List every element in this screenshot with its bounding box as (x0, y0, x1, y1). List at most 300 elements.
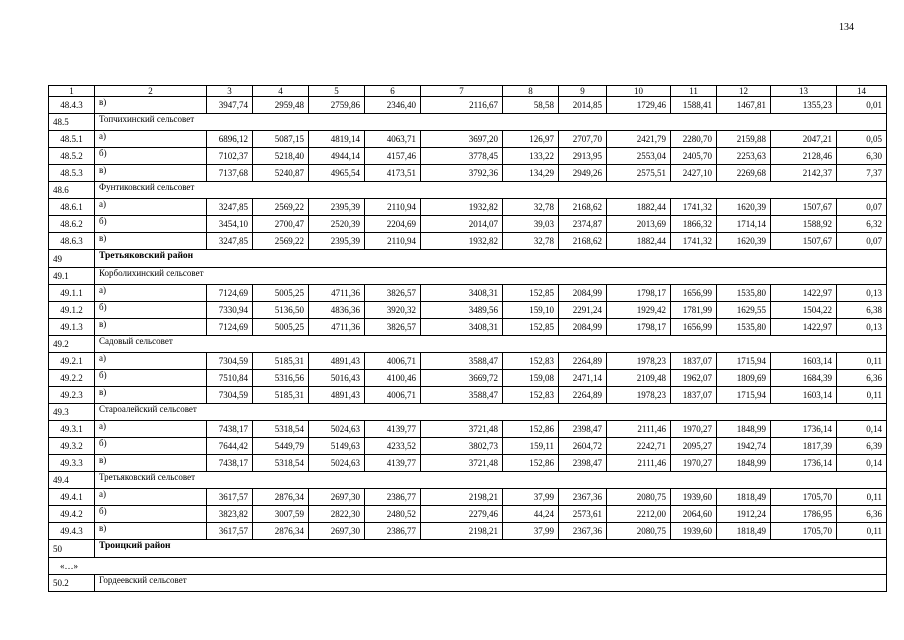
column-header-row (49, 86, 887, 97)
row-code: 48.4.3 (49, 97, 95, 114)
value-cell: 152,83 (503, 353, 559, 370)
value-cell: 2128,46 (771, 148, 837, 165)
row-label: в) (95, 523, 207, 540)
value-cell: 1656,99 (671, 319, 717, 336)
table-row (49, 131, 887, 148)
value-cell: 2367,36 (559, 489, 607, 506)
value-cell: 1848,99 (717, 455, 771, 472)
value-cell: 7304,59 (207, 353, 253, 370)
column-header: 7 (421, 86, 503, 97)
value-cell: 1798,17 (607, 319, 671, 336)
value-cell: 4891,43 (309, 353, 365, 370)
table-row (49, 216, 887, 233)
table-row (49, 285, 887, 302)
value-cell: 44,24 (503, 506, 559, 523)
value-cell: 1729,46 (607, 97, 671, 114)
table-row (49, 506, 887, 523)
row-code: 49.3 (49, 404, 95, 421)
value-cell: 1715,94 (717, 353, 771, 370)
value-cell: 3408,31 (421, 319, 503, 336)
value-cell: 2398,47 (559, 455, 607, 472)
value-cell: 4100,46 (365, 370, 421, 387)
value-cell: 4233,52 (365, 438, 421, 455)
column-header: 9 (559, 86, 607, 97)
value-cell: 1818,49 (717, 523, 771, 540)
value-cell: 3826,57 (365, 285, 421, 302)
value-cell: 1422,97 (771, 319, 837, 336)
value-cell: 4006,71 (365, 387, 421, 404)
value-cell: 2913,95 (559, 148, 607, 165)
row-code: 49.1.3 (49, 319, 95, 336)
value-cell: 0,05 (837, 131, 887, 148)
value-cell: 1970,27 (671, 455, 717, 472)
value-cell: 1535,80 (717, 319, 771, 336)
section-row (49, 268, 887, 285)
page-number: 134 (839, 22, 854, 33)
value-cell: 2553,04 (607, 148, 671, 165)
value-cell: 1705,70 (771, 523, 837, 540)
column-header: 14 (837, 86, 887, 97)
value-cell: 5024,63 (309, 421, 365, 438)
value-cell: 3778,45 (421, 148, 503, 165)
value-cell: 1932,82 (421, 199, 503, 216)
value-cell: 3247,85 (207, 199, 253, 216)
column-header: 12 (717, 86, 771, 97)
value-cell: 1882,44 (607, 199, 671, 216)
value-cell: 5185,31 (253, 353, 309, 370)
value-cell: 5087,15 (253, 131, 309, 148)
value-cell: 2280,70 (671, 131, 717, 148)
value-cell: 2346,40 (365, 97, 421, 114)
value-cell: 6,36 (837, 370, 887, 387)
value-cell: 2212,00 (607, 506, 671, 523)
value-cell: 1741,32 (671, 199, 717, 216)
value-cell: 6,32 (837, 216, 887, 233)
column-header: 5 (309, 86, 365, 97)
value-cell: 2604,72 (559, 438, 607, 455)
value-cell: 1603,14 (771, 353, 837, 370)
value-cell: 6896,12 (207, 131, 253, 148)
value-cell: 1629,55 (717, 302, 771, 319)
ellipsis-row (49, 558, 887, 575)
value-cell: 1656,99 (671, 285, 717, 302)
table-row (49, 233, 887, 250)
value-cell: 152,86 (503, 421, 559, 438)
value-cell: 2697,30 (309, 523, 365, 540)
value-cell: 152,85 (503, 285, 559, 302)
value-cell: 5218,40 (253, 148, 309, 165)
value-cell: 2959,48 (253, 97, 309, 114)
table-row (49, 148, 887, 165)
row-label: в) (95, 387, 207, 404)
value-cell: 2084,99 (559, 285, 607, 302)
table-row (49, 97, 887, 114)
row-code: 49.4.2 (49, 506, 95, 523)
section-row (49, 114, 887, 131)
value-cell: 4944,14 (309, 148, 365, 165)
value-cell: 2110,94 (365, 233, 421, 250)
row-label: б) (95, 438, 207, 455)
value-cell: 1781,99 (671, 302, 717, 319)
table-row (49, 523, 887, 540)
value-cell: 2013,69 (607, 216, 671, 233)
value-cell: 159,08 (503, 370, 559, 387)
value-cell: 3721,48 (421, 421, 503, 438)
table-body (49, 97, 887, 592)
value-cell: 2520,39 (309, 216, 365, 233)
value-cell: 2168,62 (559, 233, 607, 250)
row-code: 48.5.3 (49, 165, 95, 182)
value-cell: 152,83 (503, 387, 559, 404)
table-row (49, 302, 887, 319)
value-cell: 1588,92 (771, 216, 837, 233)
value-cell: 1684,39 (771, 370, 837, 387)
value-cell: 1786,95 (771, 506, 837, 523)
row-code: 48.5.2 (49, 148, 95, 165)
value-cell: 4819,14 (309, 131, 365, 148)
value-cell: 1736,14 (771, 455, 837, 472)
value-cell: 5318,54 (253, 455, 309, 472)
value-cell: 2395,39 (309, 233, 365, 250)
value-cell: 1507,67 (771, 233, 837, 250)
value-cell: 2291,24 (559, 302, 607, 319)
value-cell: 6,36 (837, 506, 887, 523)
value-cell: 2014,07 (421, 216, 503, 233)
value-cell: 0,07 (837, 199, 887, 216)
row-code: 49.3.3 (49, 455, 95, 472)
value-cell: 1355,23 (771, 97, 837, 114)
row-code: 48.6 (49, 182, 95, 199)
row-label: а) (95, 489, 207, 506)
value-cell: 1535,80 (717, 285, 771, 302)
row-code: 49.1.2 (49, 302, 95, 319)
value-cell: 0,11 (837, 489, 887, 506)
value-cell: 1848,99 (717, 421, 771, 438)
row-label: а) (95, 131, 207, 148)
value-cell: 1932,82 (421, 233, 503, 250)
value-cell: 3617,57 (207, 523, 253, 540)
row-code: 48.5.1 (49, 131, 95, 148)
value-cell: 2014,85 (559, 97, 607, 114)
value-cell: 6,39 (837, 438, 887, 455)
value-cell: 2374,87 (559, 216, 607, 233)
value-cell: 2198,21 (421, 489, 503, 506)
row-label: б) (95, 148, 207, 165)
value-cell: 1978,23 (607, 387, 671, 404)
row-code: 50.2 (49, 575, 95, 592)
value-cell: 4157,46 (365, 148, 421, 165)
section-name: Третьяковский сельсовет (95, 472, 887, 489)
value-cell: 3721,48 (421, 455, 503, 472)
column-header: 10 (607, 86, 671, 97)
value-cell: 1942,74 (717, 438, 771, 455)
value-cell: 7102,37 (207, 148, 253, 165)
value-cell: 0,11 (837, 353, 887, 370)
value-cell: 0,13 (837, 285, 887, 302)
value-cell: 2111,46 (607, 421, 671, 438)
value-cell: 39,03 (503, 216, 559, 233)
section-name: Гордеевский сельсовет (95, 575, 887, 592)
value-cell: 2386,77 (365, 523, 421, 540)
section-row (49, 472, 887, 489)
row-code: 49.4 (49, 472, 95, 489)
value-cell: 2159,88 (717, 131, 771, 148)
row-code: 49.1.1 (49, 285, 95, 302)
value-cell: 0,13 (837, 319, 887, 336)
value-cell: 0,14 (837, 421, 887, 438)
row-label: а) (95, 421, 207, 438)
value-cell: 5240,87 (253, 165, 309, 182)
value-cell: 3588,47 (421, 387, 503, 404)
value-cell: 3947,74 (207, 97, 253, 114)
value-cell: 5185,31 (253, 387, 309, 404)
value-cell: 3802,73 (421, 438, 503, 455)
column-header: 4 (253, 86, 309, 97)
value-cell: 7438,17 (207, 421, 253, 438)
ellipsis-text: «…» (49, 558, 887, 575)
value-cell: 3489,56 (421, 302, 503, 319)
value-cell: 1817,39 (771, 438, 837, 455)
value-cell: 2707,70 (559, 131, 607, 148)
row-label: б) (95, 216, 207, 233)
value-cell: 1741,32 (671, 233, 717, 250)
value-cell: 5149,63 (309, 438, 365, 455)
value-cell: 4711,36 (309, 319, 365, 336)
row-code: 48.6.2 (49, 216, 95, 233)
value-cell: 1588,41 (671, 97, 717, 114)
row-code: 48.5 (49, 114, 95, 131)
value-cell: 4891,43 (309, 387, 365, 404)
value-cell: 1467,81 (717, 97, 771, 114)
row-code: 49.4.3 (49, 523, 95, 540)
value-cell: 2110,94 (365, 199, 421, 216)
value-cell: 4139,77 (365, 421, 421, 438)
value-cell: 2395,39 (309, 199, 365, 216)
value-cell: 159,11 (503, 438, 559, 455)
value-cell: 3826,57 (365, 319, 421, 336)
value-cell: 2367,36 (559, 523, 607, 540)
value-cell: 133,22 (503, 148, 559, 165)
value-cell: 1809,69 (717, 370, 771, 387)
value-cell: 2047,21 (771, 131, 837, 148)
value-cell: 2569,22 (253, 233, 309, 250)
value-cell: 1912,24 (717, 506, 771, 523)
row-code: 49 (49, 250, 95, 268)
value-cell: 1422,97 (771, 285, 837, 302)
value-cell: 1939,60 (671, 523, 717, 540)
value-cell: 3669,72 (421, 370, 503, 387)
value-cell: 4006,71 (365, 353, 421, 370)
row-label: а) (95, 199, 207, 216)
row-label: б) (95, 506, 207, 523)
row-label: б) (95, 302, 207, 319)
value-cell: 1715,94 (717, 387, 771, 404)
column-header: 3 (207, 86, 253, 97)
district-name: Троицкий район (95, 540, 887, 558)
section-name: Фунтиковский сельсовет (95, 182, 887, 199)
value-cell: 7124,69 (207, 285, 253, 302)
value-cell: 2949,26 (559, 165, 607, 182)
table-row (49, 199, 887, 216)
value-cell: 2386,77 (365, 489, 421, 506)
value-cell: 5318,54 (253, 421, 309, 438)
row-code: 49.2.2 (49, 370, 95, 387)
value-cell: 1620,39 (717, 233, 771, 250)
value-cell: 1504,22 (771, 302, 837, 319)
value-cell: 7330,94 (207, 302, 253, 319)
value-cell: 7510,84 (207, 370, 253, 387)
value-cell: 4173,51 (365, 165, 421, 182)
table-row (49, 489, 887, 506)
value-cell: 5005,25 (253, 285, 309, 302)
table-row (49, 165, 887, 182)
value-cell: 3408,31 (421, 285, 503, 302)
value-cell: 1818,49 (717, 489, 771, 506)
value-cell: 2700,47 (253, 216, 309, 233)
value-cell: 1978,23 (607, 353, 671, 370)
value-cell: 2398,47 (559, 421, 607, 438)
value-cell: 32,78 (503, 233, 559, 250)
district-row (49, 250, 887, 268)
value-cell: 3617,57 (207, 489, 253, 506)
value-cell: 3823,82 (207, 506, 253, 523)
value-cell: 1882,44 (607, 233, 671, 250)
row-label: в) (95, 97, 207, 114)
value-cell: 7438,17 (207, 455, 253, 472)
value-cell: 2198,21 (421, 523, 503, 540)
value-cell: 2759,86 (309, 97, 365, 114)
value-cell: 4836,36 (309, 302, 365, 319)
row-label: в) (95, 455, 207, 472)
value-cell: 37,99 (503, 523, 559, 540)
value-cell: 2264,89 (559, 387, 607, 404)
value-cell: 5316,56 (253, 370, 309, 387)
value-cell: 7124,69 (207, 319, 253, 336)
row-label: в) (95, 233, 207, 250)
value-cell: 2575,51 (607, 165, 671, 182)
value-cell: 7304,59 (207, 387, 253, 404)
table-row (49, 421, 887, 438)
value-cell: 134,29 (503, 165, 559, 182)
value-cell: 2168,62 (559, 199, 607, 216)
value-cell: 1620,39 (717, 199, 771, 216)
column-header: 6 (365, 86, 421, 97)
section-name: Корболихинский сельсовет (95, 268, 887, 285)
row-code: 49.3.2 (49, 438, 95, 455)
value-cell: 2471,14 (559, 370, 607, 387)
value-cell: 3588,47 (421, 353, 503, 370)
value-cell: 2116,67 (421, 97, 503, 114)
value-cell: 2142,37 (771, 165, 837, 182)
row-code: 50 (49, 540, 95, 558)
value-cell: 2064,60 (671, 506, 717, 523)
row-code: 48.6.1 (49, 199, 95, 216)
value-cell: 4063,71 (365, 131, 421, 148)
value-cell: 0,11 (837, 523, 887, 540)
row-label: б) (95, 370, 207, 387)
value-cell: 7644,42 (207, 438, 253, 455)
row-label: а) (95, 285, 207, 302)
section-row (49, 336, 887, 353)
section-name: Топчихинский сельсовет (95, 114, 887, 131)
value-cell: 2697,30 (309, 489, 365, 506)
value-cell: 3454,10 (207, 216, 253, 233)
value-cell: 0,07 (837, 233, 887, 250)
value-cell: 0,14 (837, 455, 887, 472)
value-cell: 2253,63 (717, 148, 771, 165)
table-row (49, 455, 887, 472)
section-row (49, 404, 887, 421)
table-row (49, 353, 887, 370)
value-cell: 2095,27 (671, 438, 717, 455)
value-cell: 2822,30 (309, 506, 365, 523)
row-label: а) (95, 353, 207, 370)
row-label: в) (95, 165, 207, 182)
value-cell: 3247,85 (207, 233, 253, 250)
value-cell: 2084,99 (559, 319, 607, 336)
value-cell: 5136,50 (253, 302, 309, 319)
row-code: 48.6.3 (49, 233, 95, 250)
value-cell: 159,10 (503, 302, 559, 319)
value-cell: 1929,42 (607, 302, 671, 319)
value-cell: 3792,36 (421, 165, 503, 182)
row-code: 49.1 (49, 268, 95, 285)
value-cell: 5005,25 (253, 319, 309, 336)
value-cell: 1837,07 (671, 353, 717, 370)
value-cell: 2569,22 (253, 199, 309, 216)
row-code: 49.4.1 (49, 489, 95, 506)
value-cell: 7,37 (837, 165, 887, 182)
section-row (49, 575, 887, 592)
value-cell: 2573,61 (559, 506, 607, 523)
row-code: 49.2.3 (49, 387, 95, 404)
value-cell: 2421,79 (607, 131, 671, 148)
data-table (48, 85, 887, 592)
value-cell: 1866,32 (671, 216, 717, 233)
value-cell: 3920,32 (365, 302, 421, 319)
value-cell: 32,78 (503, 199, 559, 216)
column-header: 2 (95, 86, 207, 97)
value-cell: 2269,68 (717, 165, 771, 182)
row-code: 49.3.1 (49, 421, 95, 438)
table-row (49, 370, 887, 387)
value-cell: 2109,48 (607, 370, 671, 387)
value-cell: 1603,14 (771, 387, 837, 404)
value-cell: 4965,54 (309, 165, 365, 182)
value-cell: 2111,46 (607, 455, 671, 472)
value-cell: 58,58 (503, 97, 559, 114)
value-cell: 6,38 (837, 302, 887, 319)
district-row (49, 540, 887, 558)
value-cell: 1507,67 (771, 199, 837, 216)
value-cell: 2876,34 (253, 489, 309, 506)
value-cell: 5449,79 (253, 438, 309, 455)
value-cell: 2876,34 (253, 523, 309, 540)
value-cell: 3007,59 (253, 506, 309, 523)
table-row (49, 319, 887, 336)
value-cell: 1798,17 (607, 285, 671, 302)
value-cell: 152,85 (503, 319, 559, 336)
value-cell: 4711,36 (309, 285, 365, 302)
value-cell: 2204,69 (365, 216, 421, 233)
column-header: 1 (49, 86, 95, 97)
value-cell: 126,97 (503, 131, 559, 148)
district-name: Третьяковский район (95, 250, 887, 268)
value-cell: 37,99 (503, 489, 559, 506)
value-cell: 2480,52 (365, 506, 421, 523)
column-header: 11 (671, 86, 717, 97)
value-cell: 152,86 (503, 455, 559, 472)
